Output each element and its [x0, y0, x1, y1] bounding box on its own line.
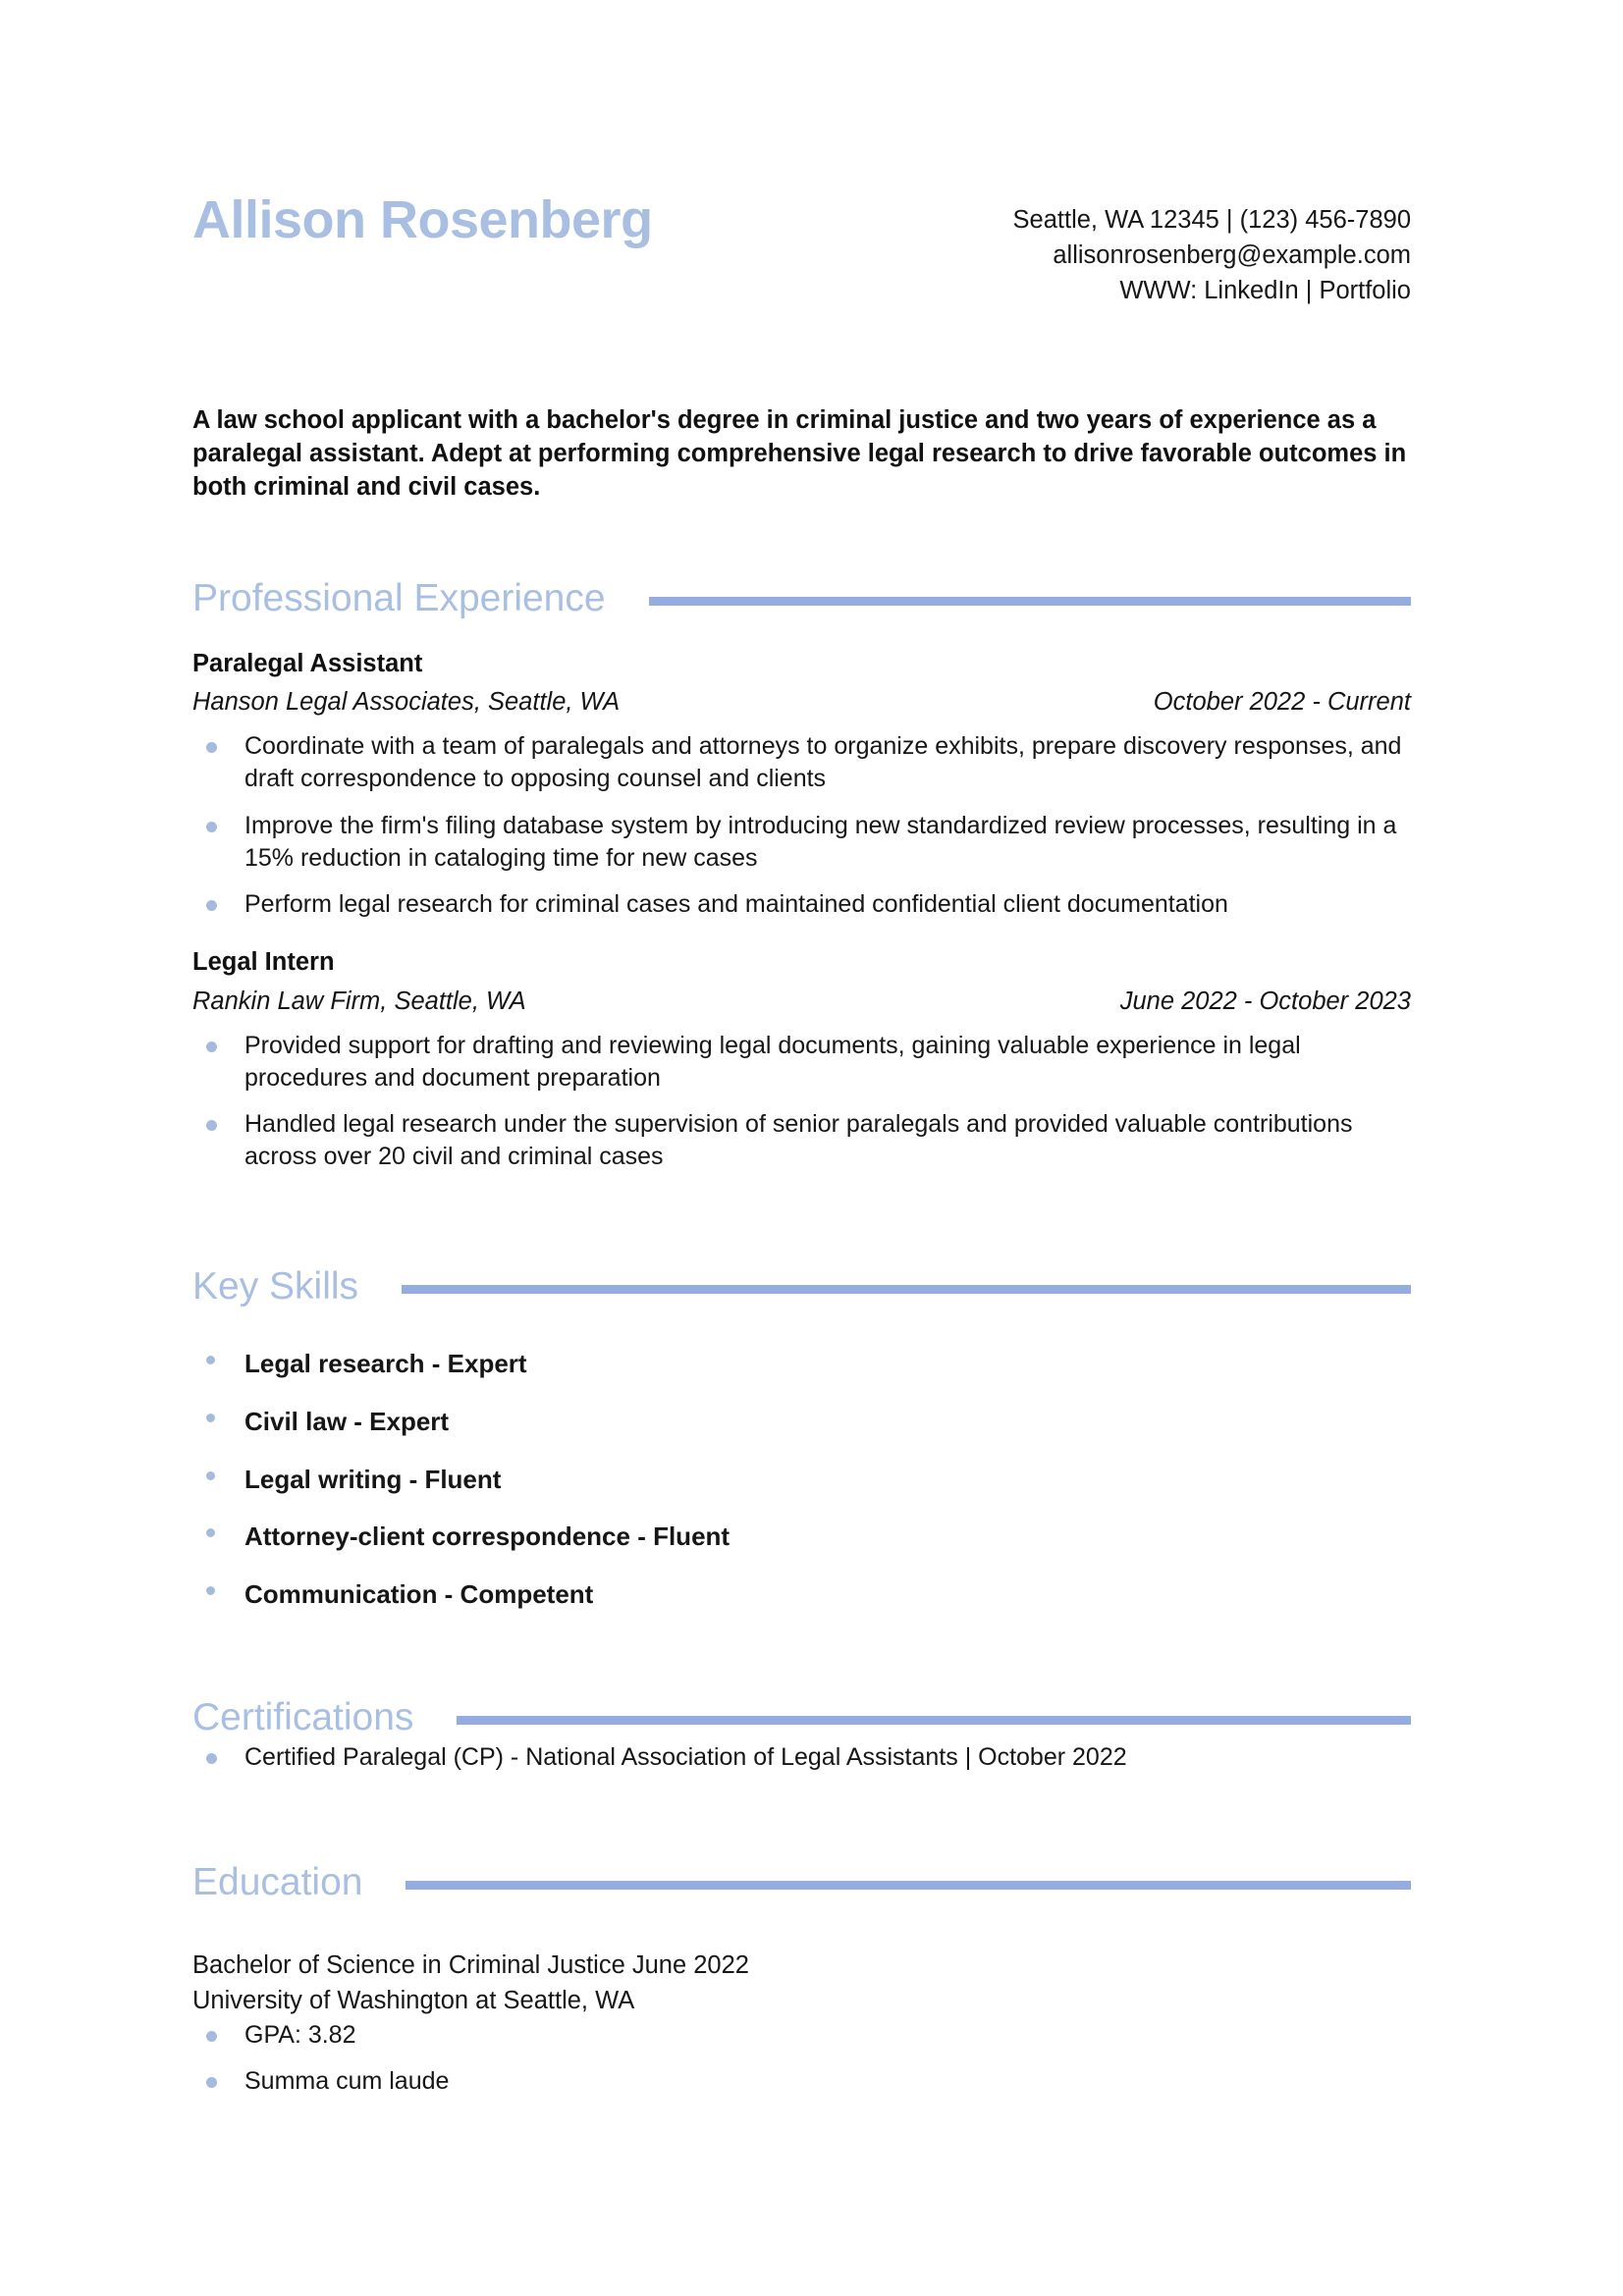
job-bullet-list — [192, 730, 1411, 921]
list-item: Provided support for drafting and reviewing legal documents, gaining valuable experience in legal procedures and document preparation — [192, 1030, 1411, 1095]
job-organization: Hanson Legal Associates, Seattle, WA — [192, 688, 621, 717]
job-dates: June 2022 - October 2023 — [1119, 987, 1411, 1015]
job-title: Paralegal Assistant — [192, 649, 423, 677]
section-spacer — [192, 1611, 1411, 1695]
section-spacer — [192, 1174, 1411, 1264]
job-organization: Rankin Law Firm, Seattle, WA — [192, 987, 526, 1015]
section-title-skills: Key Skills — [192, 1264, 359, 1308]
education-entry — [192, 1948, 1411, 2098]
job-entry — [192, 946, 1411, 1173]
section-spacer — [192, 1774, 1411, 1860]
section-professional-experience — [192, 576, 1411, 1174]
list-item: Certified Paralegal (CP) - National Association of Legal Assistants | October 2022 — [192, 1741, 1411, 1774]
section-title-experience: Professional Experience — [192, 577, 606, 620]
professional-summary: A law school applicant with a bachelor's degree in criminal justice and two years of experience as a paralegal assistant. Adept at performing comprehensive legal research to drive favorable outcomes in both criminal and civil cases. — [192, 405, 1407, 501]
list-item: Communication - Competent — [192, 1577, 1411, 1612]
list-item: Summa cum laude — [192, 2065, 1411, 2098]
section-header — [192, 1695, 1411, 1741]
candidate-name: Allison Rosenberg — [192, 190, 653, 249]
section-header — [192, 576, 1411, 622]
resume-header — [192, 192, 1411, 309]
section-divider-rule — [402, 1285, 1411, 1294]
list-item: GPA: 3.82 — [192, 2019, 1411, 2052]
contact-line-links: WWW: LinkedIn | Portfolio — [1119, 277, 1411, 305]
list-item: Handled legal research under the supervision of senior paralegals and provided valuable contributions across over 20 civil and criminal cases — [192, 1108, 1411, 1174]
section-key-skills — [192, 1264, 1411, 1612]
section-title-certifications: Certifications — [192, 1696, 414, 1739]
section-education — [192, 1860, 1411, 2098]
section-certifications — [192, 1695, 1411, 1774]
list-item: Attorney-client correspondence - Fluent — [192, 1520, 1411, 1554]
section-header — [192, 1264, 1411, 1310]
skills-list — [192, 1347, 1411, 1611]
job-meta — [192, 686, 1411, 719]
list-item: Legal research - Expert — [192, 1347, 1411, 1381]
contact-line-email: allisonrosenberg@example.com — [1053, 241, 1411, 270]
education-degree: Bachelor of Science in Criminal Justice June 2022 — [192, 1951, 749, 1980]
section-title-education: Education — [192, 1861, 363, 1904]
list-item: Improve the firm's filing database system by introducing new standardized review processes, resulting in a 15% reduction in cataloging time for new cases — [192, 810, 1411, 876]
section-divider-rule — [406, 1881, 1411, 1890]
section-divider-rule — [457, 1716, 1411, 1725]
education-details-list — [192, 2019, 1411, 2099]
job-dates: October 2022 - Current — [1153, 688, 1411, 717]
section-header — [192, 1860, 1411, 1906]
certifications-list — [192, 1741, 1411, 1774]
list-item: Civil law - Expert — [192, 1405, 1411, 1439]
list-item: Perform legal research for criminal cases and maintained confidential client documentation — [192, 888, 1411, 921]
contact-info-block — [1013, 192, 1411, 309]
education-school: University of Washington at Seattle, WA — [192, 1987, 635, 2015]
contact-line-location-phone: Seattle, WA 12345 | (123) 456-7890 — [1012, 206, 1411, 234]
job-entry — [192, 648, 1411, 922]
job-bullet-list — [192, 1030, 1411, 1174]
list-item: Coordinate with a team of paralegals and attorneys to organize exhibits, prepare discovery responses, and draft correspondence to opposing counsel and clients — [192, 730, 1411, 796]
section-divider-rule — [649, 597, 1411, 606]
list-item: Legal writing - Fluent — [192, 1463, 1411, 1497]
job-meta — [192, 986, 1411, 1018]
job-title: Legal Intern — [192, 948, 335, 977]
